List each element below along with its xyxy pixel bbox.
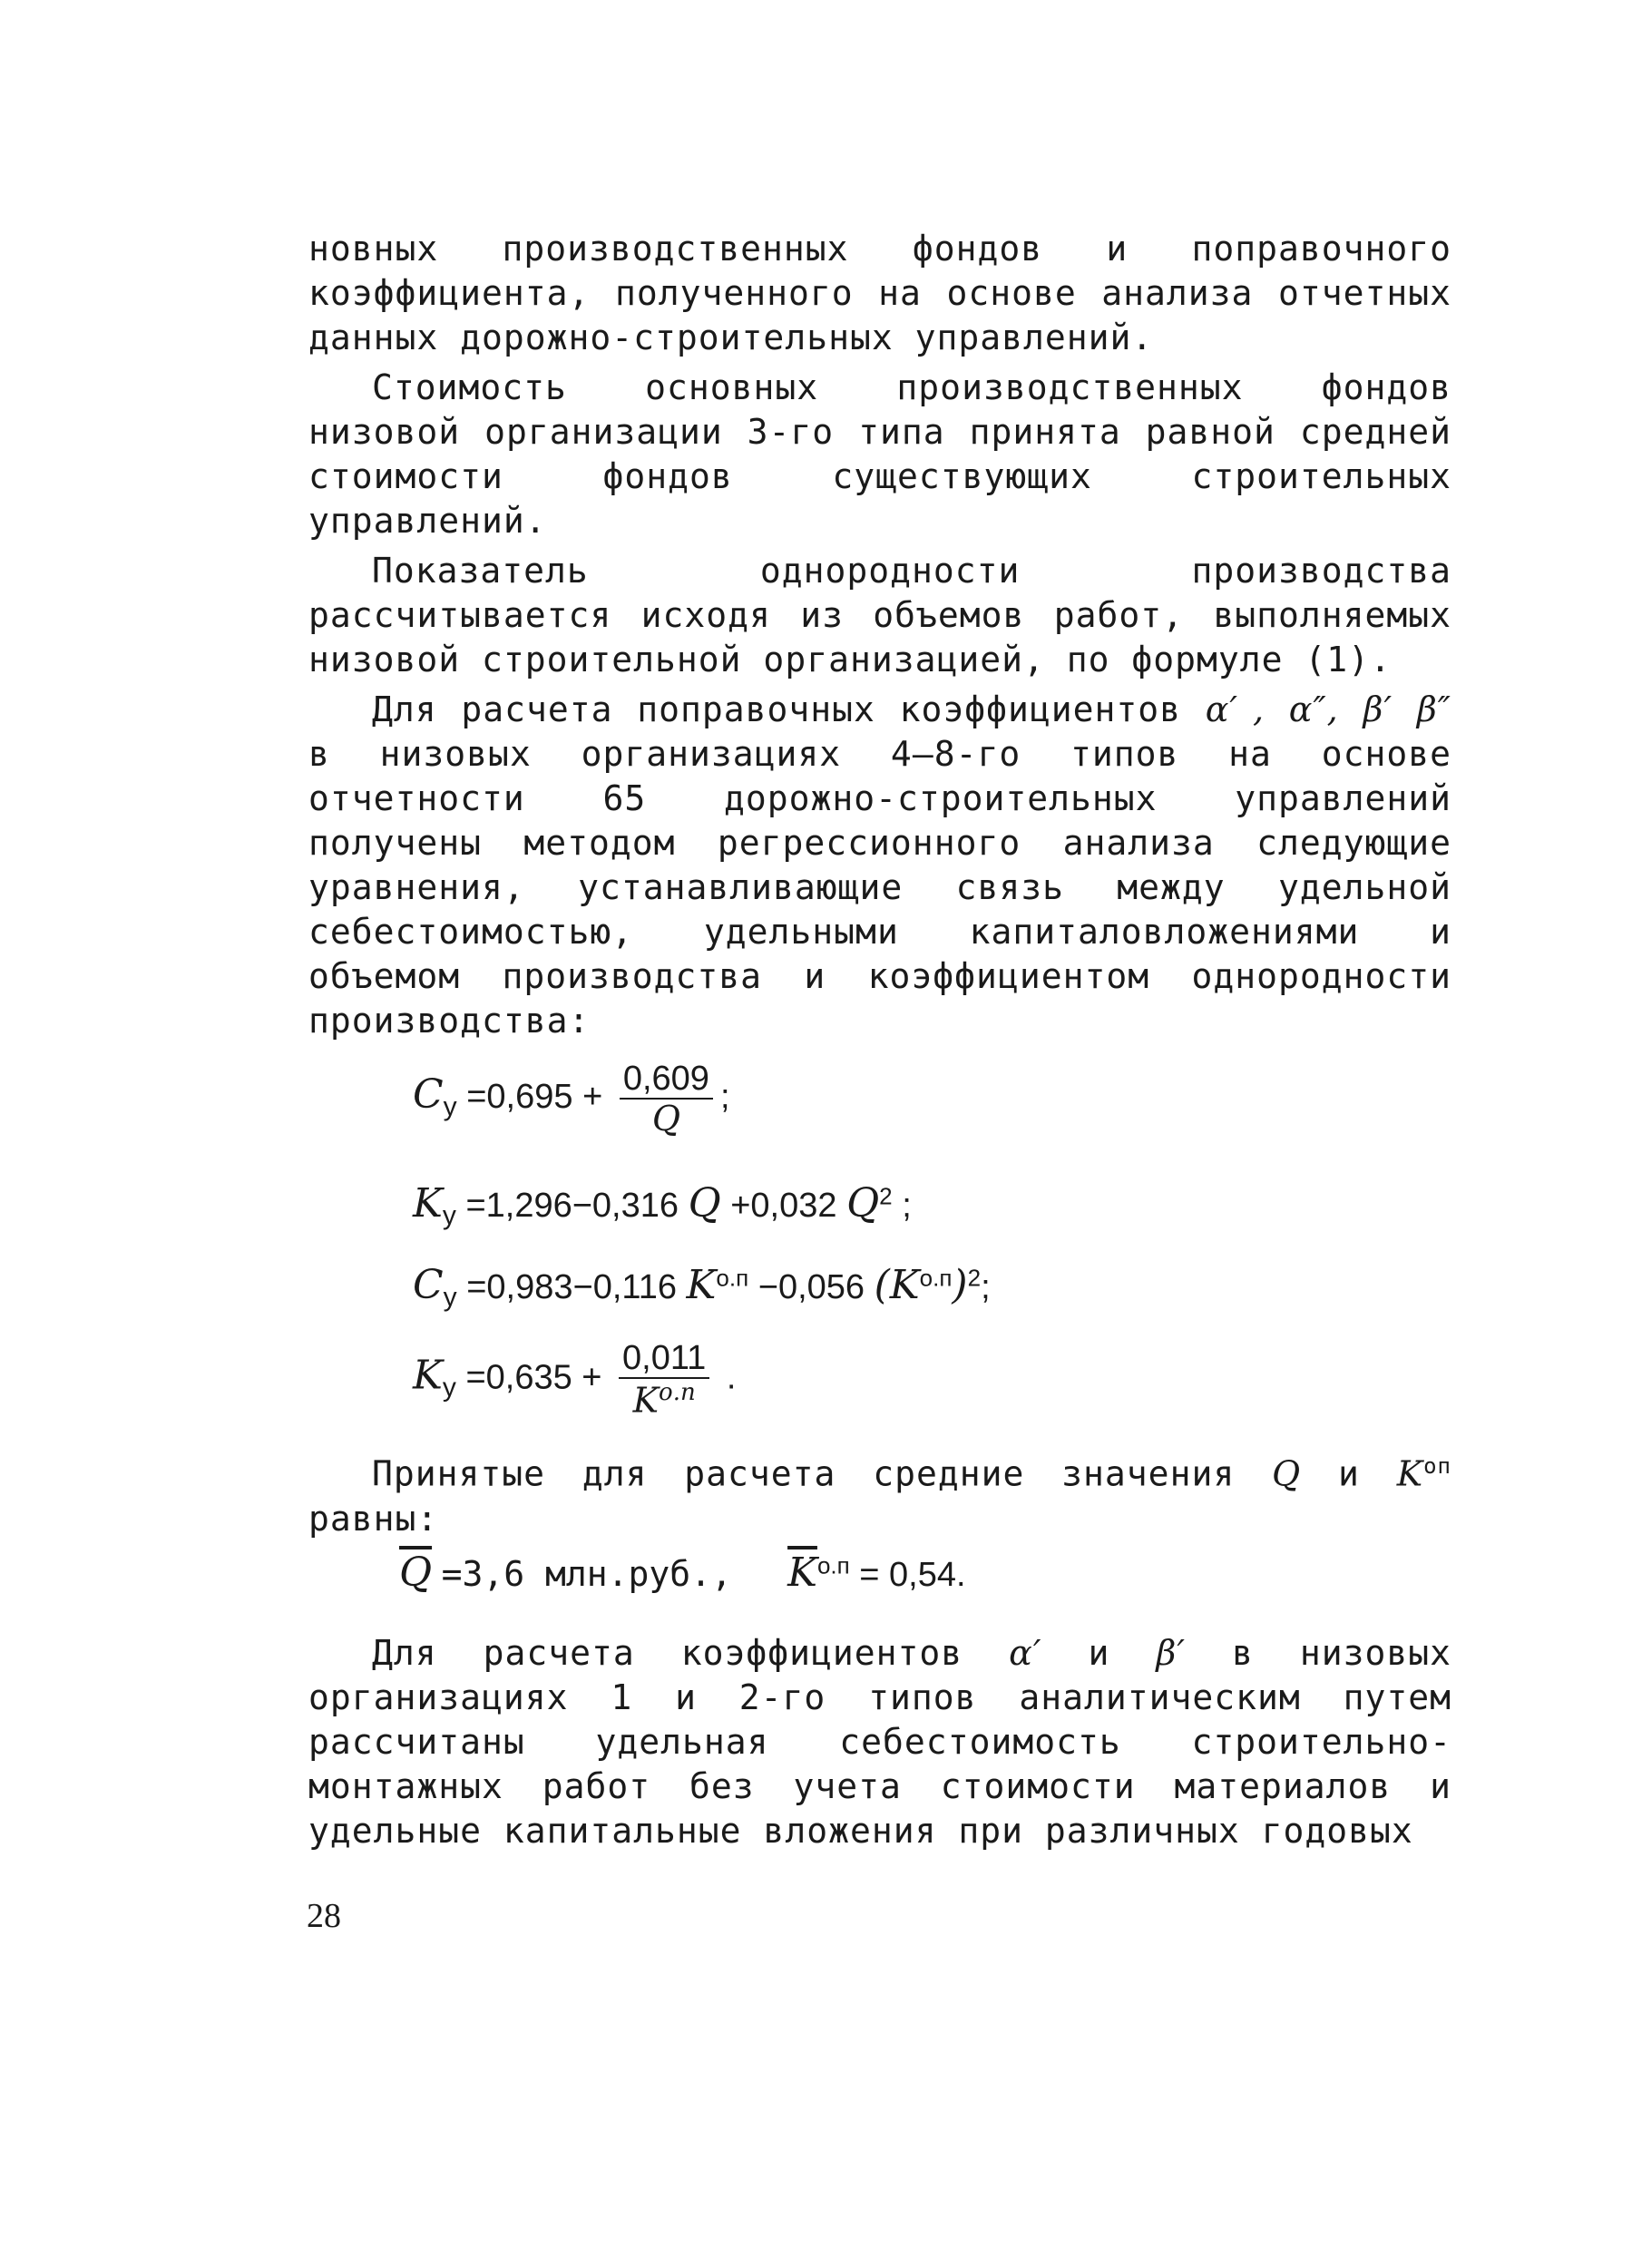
paragraph-1: новных производственных фондов и поправочного коэффициента, полученного на основе анализа отчетных данных дорожно-строительных управлений. <box>308 229 1451 357</box>
eq4-sub: у <box>442 1372 456 1403</box>
beta-double-prime-symbol: β″ <box>1416 689 1451 729</box>
eq3-sup2: о.п <box>919 1264 953 1292</box>
eq3-sup3: 2 <box>967 1264 982 1292</box>
eq2-sup: 2 <box>879 1182 893 1210</box>
paragraph-5-end: равны: <box>308 1498 439 1539</box>
paragraph-2: Стоимость основных производственных фондов низовой организации 3-го типа принята равной средней стоимости фондов существующих строительных управлений. <box>308 367 1451 541</box>
p6-alpha-symbol: α′ <box>1009 1633 1042 1673</box>
eq4-end: . <box>726 1358 737 1397</box>
text-block-middle <box>308 1444 1451 1541</box>
eq3-sup1: о.п <box>716 1264 749 1292</box>
paragraph-4-rest: в низовых организациях 4–8-го типов на основе отчетности 65 дорожно-строительных управлений получены методом регрессионного анализа следующие уравнения, устанавливающие связь между удельной себестоимостью, удельными капиталовложениями и объемом производства и коэффициентом однородности производства: <box>308 734 1451 1041</box>
paragraph-5-start: Принятые для расчета средние значения <box>372 1453 1236 1494</box>
eq1-denominator: Q <box>651 1099 680 1139</box>
eq2-q1: Q <box>688 1180 721 1227</box>
eq3-lhs: C <box>413 1262 444 1308</box>
eq3-rhs: =0,983−0,116 <box>466 1268 677 1306</box>
eq1-fraction <box>620 1060 713 1139</box>
eq2-mid: +0,032 <box>730 1187 837 1225</box>
eq1-sub: у <box>443 1091 457 1122</box>
p5-k-symbol: K <box>1396 1453 1424 1494</box>
eq4-denominator <box>619 1379 709 1421</box>
paragraph-4 <box>308 688 1451 1043</box>
eq4-rhs: =0,635 + <box>465 1358 602 1397</box>
avg-k-sup: о.п <box>816 1551 850 1579</box>
p5-k-sup: оп <box>1423 1453 1451 1479</box>
equation-3 <box>413 1262 991 1313</box>
eq3-sub: у <box>443 1282 457 1313</box>
alpha-double-prime-symbol: α″, <box>1288 689 1339 729</box>
equation-4 <box>413 1339 737 1421</box>
eq3-close: ) <box>952 1262 968 1308</box>
equation-2 <box>413 1180 912 1231</box>
paragraph-3: Показатель однородности производства рассчитывается исходя из объемов работ, выполняемых низовой строительной организацией, по формуле (1). <box>308 551 1451 679</box>
eq2-lhs: K <box>413 1180 443 1227</box>
avg-q-value: =3,6 млн.руб., <box>441 1554 732 1594</box>
text-block-top <box>308 227 1451 1043</box>
eq3-mid: −0,056 <box>757 1268 865 1306</box>
p6-and: и <box>1088 1633 1110 1673</box>
eq4-den-k: K <box>632 1380 660 1421</box>
eq1-rhs: =0,695 + <box>466 1078 603 1117</box>
avg-q-symbol: $\overline{Q}$ <box>399 1549 433 1596</box>
eq4-den-sup: о.п <box>659 1379 696 1406</box>
eq2-rhs: =1,296−0,316 <box>465 1187 679 1225</box>
average-values <box>399 1549 966 1596</box>
eq3-end: ; <box>981 1268 991 1306</box>
beta-prime-symbol: β′ <box>1363 689 1393 729</box>
avg-k-symbol: $\overline{K}$ <box>787 1549 817 1596</box>
eq3-k2: (K <box>874 1262 920 1308</box>
paragraph-6-rest: в низовых организациях 1 и 2-го типов аналитическим путем рассчитаны удельная себестоимость строительно-монтажных работ без учета стоимости материалов и удельные капитальные вложения при различных годовых <box>308 1633 1451 1851</box>
paragraph-6 <box>308 1631 1451 1853</box>
alpha-prime-symbol: α′ , <box>1205 689 1266 729</box>
avg-k-value: = 0,54. <box>859 1556 966 1594</box>
page-number: 28 <box>307 1897 341 1935</box>
paragraph-5 <box>308 1444 1451 1541</box>
p5-and: и <box>1337 1453 1360 1494</box>
eq1-end: ; <box>719 1078 730 1117</box>
eq1-numerator: 0,609 <box>620 1061 713 1100</box>
eq4-lhs: K <box>413 1352 443 1399</box>
p5-q-symbol: Q <box>1272 1453 1302 1494</box>
eq4-fraction <box>619 1339 709 1421</box>
eq2-sub: у <box>442 1200 456 1231</box>
eq3-k1: K <box>686 1262 717 1308</box>
equation-1 <box>413 1060 730 1139</box>
eq4-numerator: 0,011 <box>619 1341 709 1379</box>
p6-beta-symbol: β′ <box>1156 1633 1186 1673</box>
paragraph-4-start: Для расчета поправочных коэффициентов <box>372 689 1182 729</box>
text-block-bottom <box>308 1631 1451 1853</box>
eq1-lhs: C <box>413 1071 444 1119</box>
eq2-q2: Q <box>846 1180 880 1227</box>
paragraph-6-start: Для расчета коэффициентов <box>372 1633 963 1673</box>
eq2-end: ; <box>902 1187 912 1225</box>
